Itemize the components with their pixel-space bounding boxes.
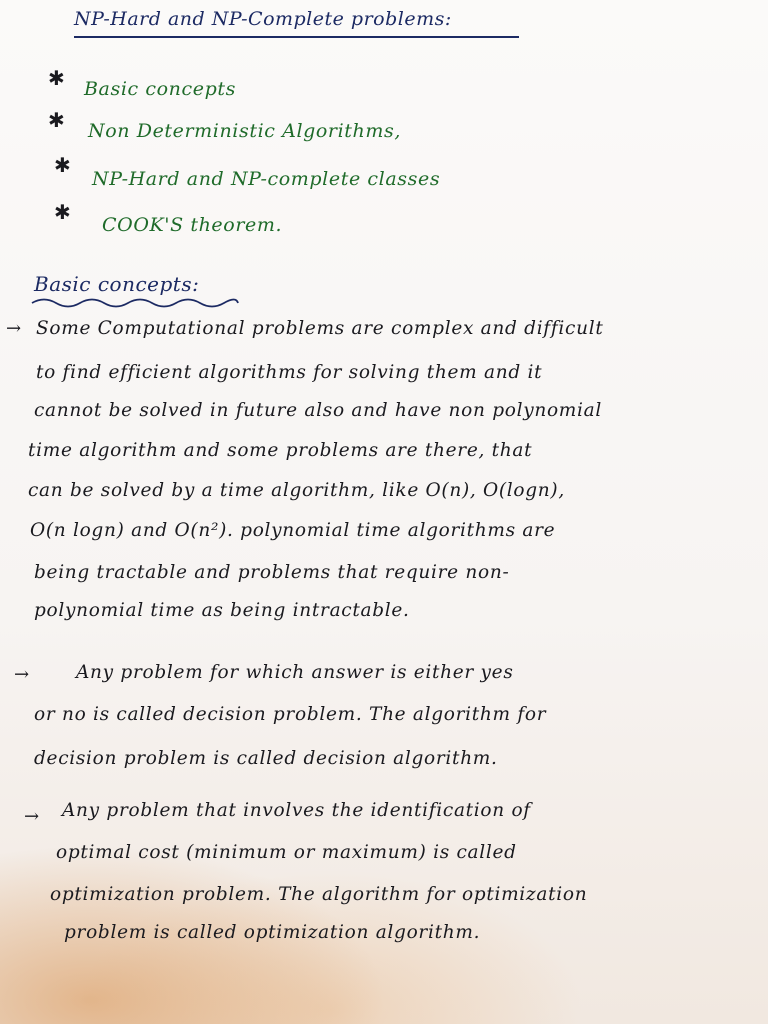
star-bullet-icon: ✱ [54,153,71,177]
arrow-bullet-icon: → [24,806,40,827]
paragraph-line: can be solved by a time algorithm, like O(n), O(logn), [28,480,565,501]
paragraph-line: being tractable and problems that require non- [34,562,510,583]
paragraph-line: O(n logn) and O(n²). polynomial time algorithms are [30,520,556,541]
paragraph-line: Any problem for which answer is either yes [76,662,514,683]
star-bullet-icon: ✱ [48,66,65,90]
paragraph-line: polynomial time as being intractable. [34,600,410,621]
topic-item: NP-Hard and NP-complete classes [92,168,441,190]
paragraph-line: optimal cost (minimum or maximum) is called [56,842,517,863]
topic-item: Basic concepts [84,78,236,100]
paragraph-line: decision problem is called decision algorithm. [34,748,498,769]
paragraph-line: optimization problem. The algorithm for optimization [50,884,588,905]
topic-item: Non Deterministic Algorithms, [88,120,401,142]
page-title: NP-Hard and NP-Complete problems: [74,8,452,30]
star-bullet-icon: ✱ [48,108,65,132]
star-bullet-icon: ✱ [54,200,71,224]
topic-item: COOK'S theorem. [102,214,283,236]
arrow-bullet-icon: → [14,664,30,685]
paragraph-line: or no is called decision problem. The algorithm for [34,704,547,725]
section-heading: Basic concepts: [34,272,200,296]
paragraph-line: Any problem that involves the identification of [62,800,531,821]
arrow-bullet-icon: → [6,318,22,339]
title-underline [74,36,519,38]
paragraph-line: cannot be solved in future also and have non polynomial [34,400,603,421]
paragraph-line: Some Computational problems are complex and difficult [36,318,604,339]
paragraph-line: to find efficient algorithms for solving them and it [36,362,543,383]
paragraph-line: time algorithm and some problems are there, that [28,440,533,461]
heading-wavy-underline [30,296,240,310]
paragraph-line: problem is called optimization algorithm. [64,922,481,943]
